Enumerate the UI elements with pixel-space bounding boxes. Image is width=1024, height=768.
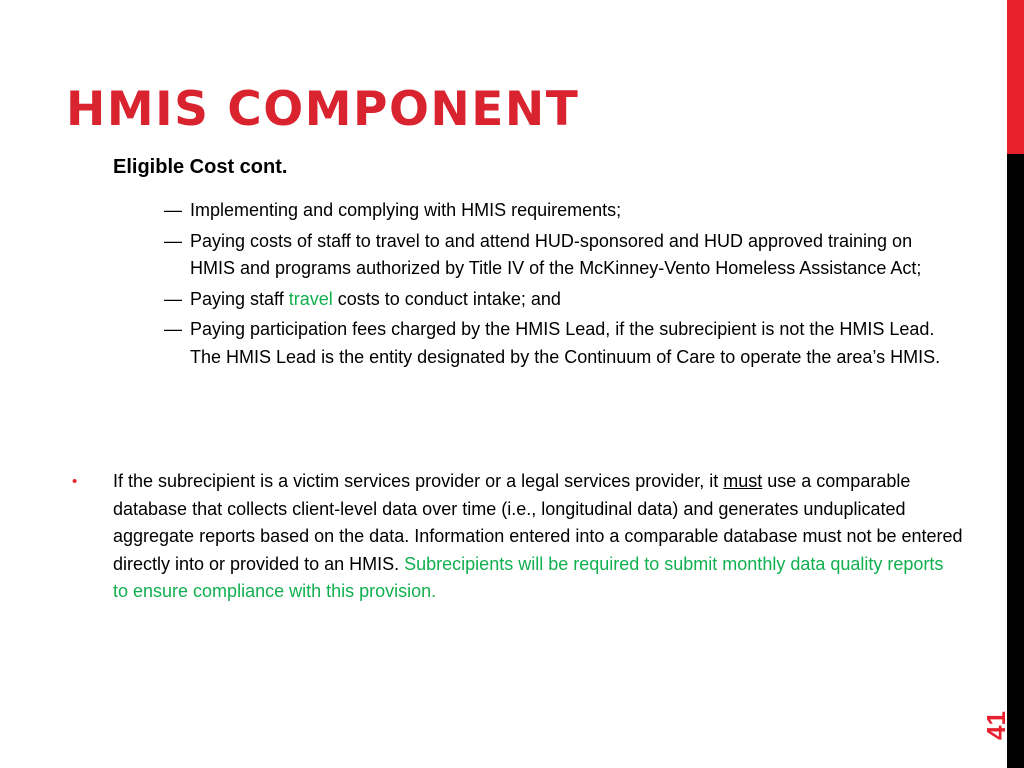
bullet-text xyxy=(113,468,963,606)
side-accent-bar-black xyxy=(1007,154,1024,768)
list-item-text-end: costs to conduct intake; and xyxy=(332,288,561,309)
list-item xyxy=(164,197,944,225)
bullet-text-part2: use a comparable database that collects client-level data over time (i.e., longitudinal data) and generates unduplicated aggregate reports based on the data. Information entered into a comparable database must not be entered directly into or provided to an HMIS. xyxy=(113,471,963,574)
page-number: 41 xyxy=(981,711,1011,740)
list-item-text: Paying costs of staff to travel to and attend HUD-sponsored and HUD approved training on HMIS and programs authorized by Title IV of the McKinney-Vento Homeless Assistance Act; xyxy=(190,230,922,278)
list-item xyxy=(164,228,944,283)
dash-marker: — xyxy=(164,288,182,309)
underlined-word: must xyxy=(723,471,763,491)
list-item xyxy=(164,286,944,314)
highlighted-word: travel xyxy=(288,288,333,309)
side-accent-bar-red xyxy=(1007,0,1024,154)
list-item xyxy=(164,316,944,371)
dash-marker: — xyxy=(164,230,182,251)
list-item-text-start: Paying staff xyxy=(190,288,289,309)
slide-title: HMIS COMPONENT xyxy=(66,82,580,137)
bullet-text-part1: If the subrecipient is a victim services provider or a legal services provider, it xyxy=(113,471,724,491)
subheading: Eligible Cost cont. xyxy=(113,156,288,178)
dash-marker: — xyxy=(164,200,182,220)
eligible-cost-list xyxy=(164,197,944,374)
green-note: Subrecipients will be required to submit monthly data quality reports to ensure compliance with this provision. xyxy=(113,553,944,601)
dash-marker: — xyxy=(164,319,182,339)
bullet-marker: • xyxy=(72,473,78,490)
list-item-text: Implementing and complying with HMIS requirements; xyxy=(190,200,622,220)
list-item-text: Paying participation fees charged by the HMIS Lead, if the subrecipient is not the HMIS Lead. The HMIS Lead is the entity designated by the Continuum of Care to operate the area’s HMIS. xyxy=(190,319,941,367)
